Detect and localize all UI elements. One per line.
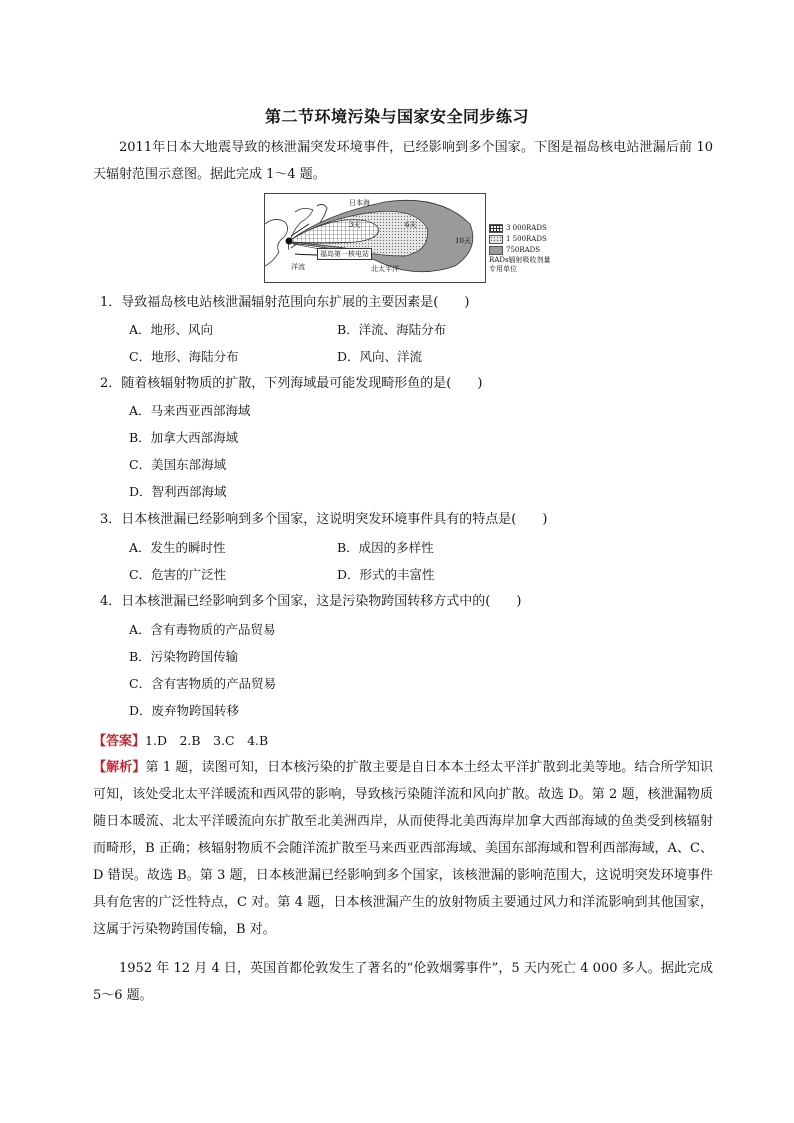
question-2-option-c: C．美国东部海域 — [129, 457, 227, 472]
question-3-stem: 3．日本核泄漏已经影响到多个国家，这说明突发环境事件具有的特点是( ) — [100, 512, 548, 527]
legend-note: RADs辐射吸收剂量 — [489, 256, 551, 264]
question-1-option-c: C．地形、海陆分布 — [129, 349, 239, 364]
question-2-option-b: B．加拿大西部海域 — [129, 430, 239, 445]
asia-coast — [265, 219, 288, 266]
question-1-option-d: D．风向、洋流 — [337, 349, 423, 364]
map-legend — [489, 223, 569, 274]
question-1-option-b: B．洋流、海陆分布 — [337, 322, 447, 337]
question-3-option-b: B．成因的多样性 — [337, 540, 434, 555]
legend-item — [489, 223, 569, 234]
question-2-option-d: D．智利西部海域 — [129, 484, 227, 499]
label-north-pacific: 北太平洋 — [371, 265, 399, 273]
question-1-option-a: A．地形、风向 — [129, 322, 214, 337]
question-2-stem: 2．随着核辐射物质的扩散，下列海域最可能发现畸形鱼的是( ) — [100, 376, 483, 391]
answer-text: 1.D 2.B 3.C 4.B — [145, 733, 269, 748]
question-2-option-a: A．马来西亚西部海域 — [129, 403, 251, 418]
label-sea-of-japan: 日本海 — [349, 199, 370, 207]
label-day6: 6天 — [405, 221, 417, 229]
intro-paragraph: 2011年日本大地震导致的核泄漏突发环境事件，已经影响到多个国家。下图是福岛核电站泄漏后前 10 天辐射范围示意图。据此完成 1～4 题。 — [93, 140, 713, 182]
plant-marker — [286, 238, 293, 245]
legend-label: 3 000RADS — [506, 224, 547, 232]
label-day3: 3天 — [349, 221, 361, 229]
plume-3000rads — [289, 220, 379, 243]
legend-note: 专用单位 — [489, 265, 517, 273]
legend-item — [489, 245, 569, 256]
question-4-option-b: B．污染物跨国传输 — [129, 649, 239, 664]
question-3-option-c: C．危害的广泛性 — [129, 567, 227, 582]
intro-paragraph-2: 1952 年 12 月 4 日，英国首都伦敦发生了著名的“伦敦烟雾事件”，5 天内死亡 4 000 多人。据此完成 5～6 题。 — [93, 961, 713, 1003]
analysis-text: 第 1 题，读图可知，日本核污染的扩散主要是自日本本土经太平洋扩散到北美等地。结合所学知识可知，该处受北太平洋暖流和西风带的影响，导致核污染随洋流和风向扩散。故选 D。第 2 题，核泄漏物质随日本暖流、北太平洋暖流向东扩散至北美洲西岸，从而使得北美西海岸加拿大西部海域的鱼类受到核辐射而畸形，B 正确；核辐射物质不会随洋流扩散至马来西亚西部海域、美国东部海域和智利西部海域，A、C、D 错误。故选 B。第 3 题，日本核泄漏已经影响到多个国家，该核泄漏的影响范围大，这说明突发环境事件具有危害的广泛性特点，C 对。第 4 题，日本核泄漏产生的放射物质主要通过风力和洋流影响到其他国家，这属于污染物跨国传输，B 对。 — [93, 760, 713, 937]
answer-line — [93, 727, 713, 755]
analysis-label: 【解析】 — [93, 760, 146, 775]
radiation-map — [264, 193, 486, 283]
label-day10: 10天 — [455, 237, 471, 245]
legend-swatch-dots — [489, 235, 503, 244]
label-current: 洋流 — [291, 263, 305, 271]
question-4-stem: 4．日本核泄漏已经影响到多个国家，这是污染物跨国转移方式中的( ) — [100, 594, 522, 609]
question-4-option-a: A．含有毒物质的产品贸易 — [129, 622, 276, 637]
question-4-option-c: C．含有害物质的产品贸易 — [129, 676, 277, 691]
radiation-map-figure — [264, 193, 564, 283]
legend-label: 750RADS — [506, 246, 541, 254]
question-4-option-d: D．废弃物跨国转移 — [129, 703, 240, 718]
question-3-option-d: D．形式的丰富性 — [337, 567, 435, 582]
page-title: 第二节环境污染与国家安全同步练习 — [264, 107, 529, 126]
answer-label: 【答案】 — [93, 734, 146, 749]
legend-swatch-grid — [489, 224, 503, 233]
label-plant: 福岛第一核电站 — [317, 248, 372, 260]
legend-item — [489, 234, 569, 245]
question-1-stem: 1．导致福岛核电站核泄漏辐射范围向东扩展的主要因素是( ) — [100, 295, 470, 310]
analysis-paragraph — [93, 754, 713, 943]
question-3-option-a: A．发生的瞬时性 — [129, 540, 226, 555]
legend-swatch-solid — [489, 246, 503, 255]
legend-label: 1 500RADS — [506, 235, 547, 243]
